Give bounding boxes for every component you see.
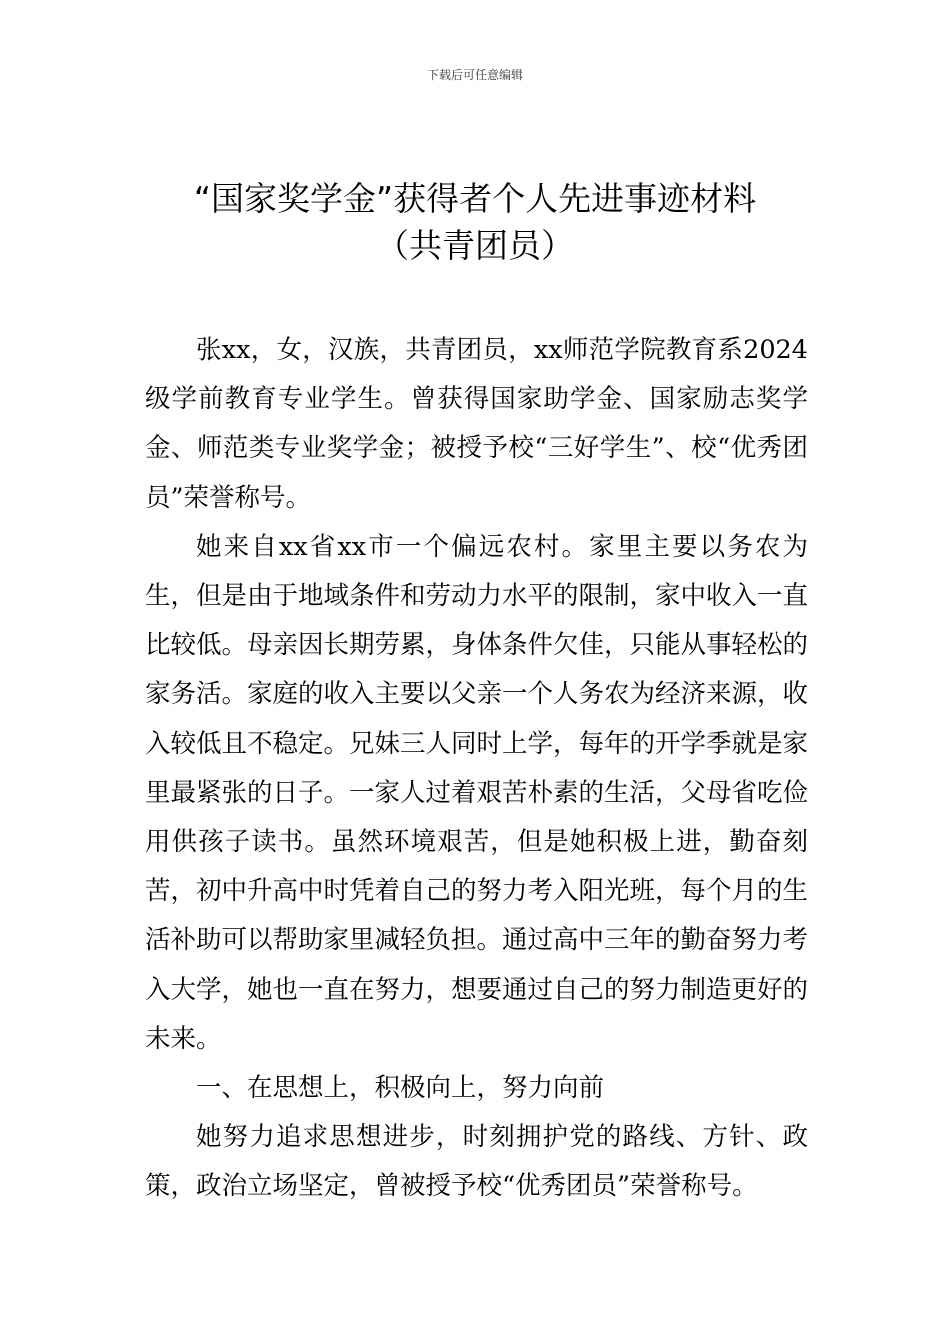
title-line-2: （共青团员）	[376, 226, 574, 265]
paragraph-intro: 张xx，女，汉族，共青团员，xx师范学院教育系2024级学前教育专业学生。曾获得国家助学金、国家励志奖学金、师范类专业奖学金；被授予校“三好学生”、校“优秀团员”荣誉称号。	[145, 335, 808, 513]
header-note: 下载后可任意编辑	[426, 68, 523, 82]
title-line-1: “国家奖学金”获得者个人先进事迹材料	[193, 179, 757, 218]
document-title	[100, 175, 850, 269]
document-body	[145, 326, 808, 1212]
paragraph-background: 她来自xx省xx市一个偏远农村。家里主要以务农为生，但是由于地域条件和劳动力水平的限制，家中收入一直比较低。母亲因长期劳累，身体条件欠佳，只能从事轻松的家务活。家庭的收入主要以父亲一个人务农为经济来源，收入较低且不稳定。兄妹三人同时上学，每年的开学季就是家里最紧张的日子。一家人过着艰苦朴素的生活，父母省吃俭用供孩子读书。虽然环境艰苦，但是她积极上进，勤奋刻苦，初中升高中时凭着自己的努力考入阳光班，每个月的生活补助可以帮助家里减轻负担。通过高中三年的勤奋努力考入大学，她也一直在努力，想要通过自己的努力制造更好的未来。	[145, 531, 809, 1054]
paragraph-thought: 她努力追求思想进步，时刻拥护党的路线、方针、政策，政治立场坚定，曾被授予校“优秀团员”荣誉称号。	[145, 1122, 808, 1202]
section-heading-thought: 一、在思想上，积极向上，努力向前	[196, 1073, 605, 1104]
